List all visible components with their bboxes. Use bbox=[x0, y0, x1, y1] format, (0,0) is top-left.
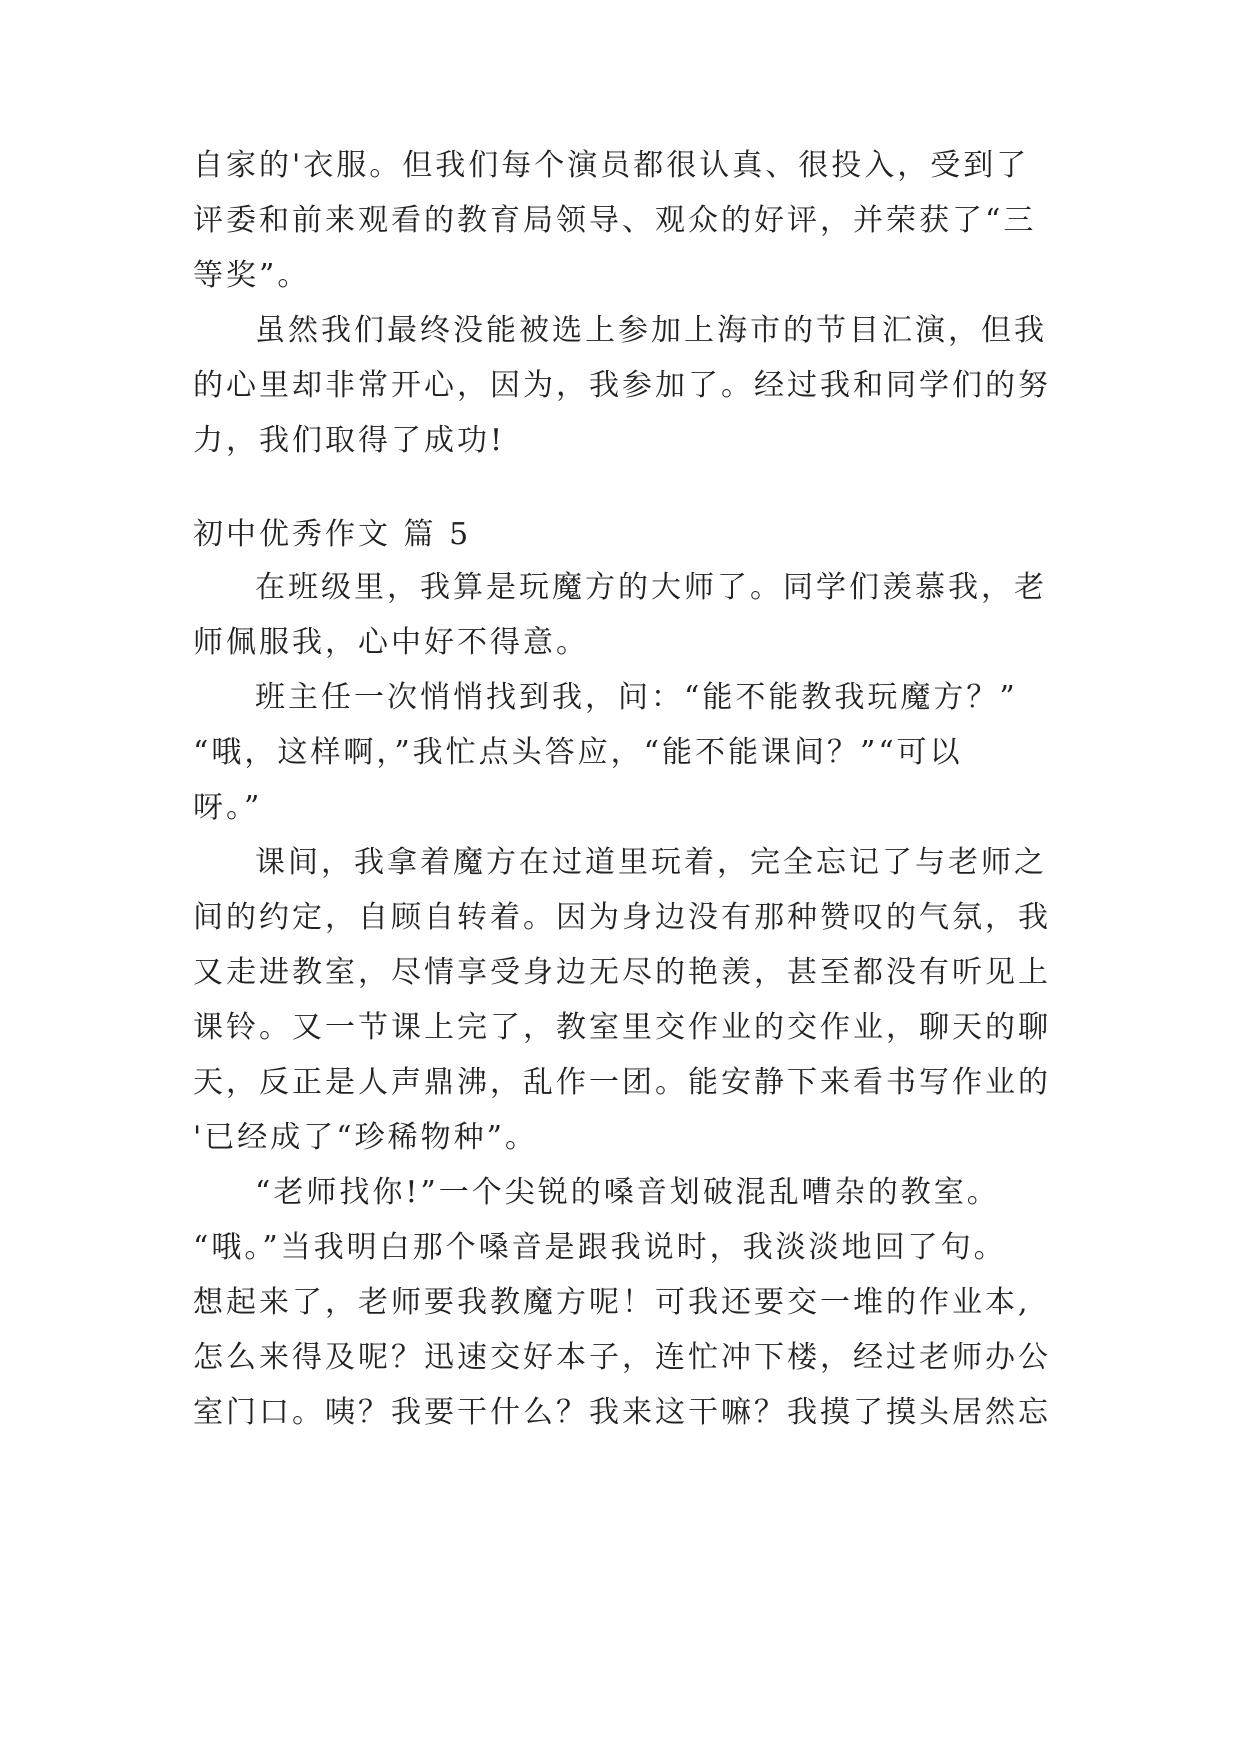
text-line: 呀。” bbox=[193, 790, 263, 825]
paragraph-start-line: 课间，我拿着魔方在过道里玩着，完全忘记了与老师之 bbox=[255, 845, 1047, 880]
paragraph-start-line: 班主任一次悄悄找到我，问：“能不能教我玩魔方？” bbox=[255, 680, 1018, 715]
text-line: 师佩服我，心中好不得意。 bbox=[193, 625, 589, 660]
paragraph-start-line: 在班级里，我算是玩魔方的大师了。同学们羡慕我，老 bbox=[255, 570, 1047, 605]
paragraph-start-line: “老师找你!”一个尖锐的嗓音划破混乱嘈杂的教室。 bbox=[255, 1175, 1000, 1210]
text-line: '已经成了“珍稀物种”。 bbox=[193, 1120, 538, 1155]
text-line: 天，反正是人声鼎沸，乱作一团。能安静下来看书写作业的 bbox=[193, 1065, 1051, 1100]
paragraph-start-line: 虽然我们最终没能被选上参加上海市的节目汇演，但我 bbox=[255, 313, 1047, 348]
text-line: 自家的'衣服。但我们每个演员都很认真、很投入，受到了 bbox=[193, 148, 1030, 183]
text-line: 间的约定，自顾自转着。因为身边没有那种赞叹的气氛，我 bbox=[193, 900, 1051, 935]
text-line: 怎么来得及呢？迅速交好本子，连忙冲下楼，经过老师办公 bbox=[193, 1340, 1051, 1375]
text-line: 的心里却非常开心，因为，我参加了。经过我和同学们的努 bbox=[193, 368, 1051, 403]
text-line: 等奖”。 bbox=[193, 258, 311, 293]
text-line: 室门口。咦？我要干什么？我来这干嘛？我摸了摸头居然忘 bbox=[193, 1395, 1051, 1430]
section-heading: 初中优秀作文 篇 5 bbox=[193, 517, 472, 552]
text-line: 想起来了，老师要我教魔方呢！可我还要交一堆的作业本, bbox=[193, 1285, 1031, 1320]
text-line: “哦，这样啊，”我忙点头答应，“能不能课间？”“可以 bbox=[193, 735, 963, 770]
text-line: 力，我们取得了成功! bbox=[193, 423, 506, 458]
text-line: 评委和前来观看的教育局领导、观众的好评，并荣获了“三 bbox=[193, 203, 1037, 238]
text-line: 又走进教室，尽情享受身边无尽的艳羡，甚至都没有听见上 bbox=[193, 955, 1051, 990]
text-line: 课铃。又一节课上完了，教室里交作业的交作业，聊天的聊 bbox=[193, 1010, 1051, 1045]
text-line: “哦。”当我明白那个嗓音是跟我说时，我淡淡地回了句。 bbox=[193, 1230, 1007, 1265]
